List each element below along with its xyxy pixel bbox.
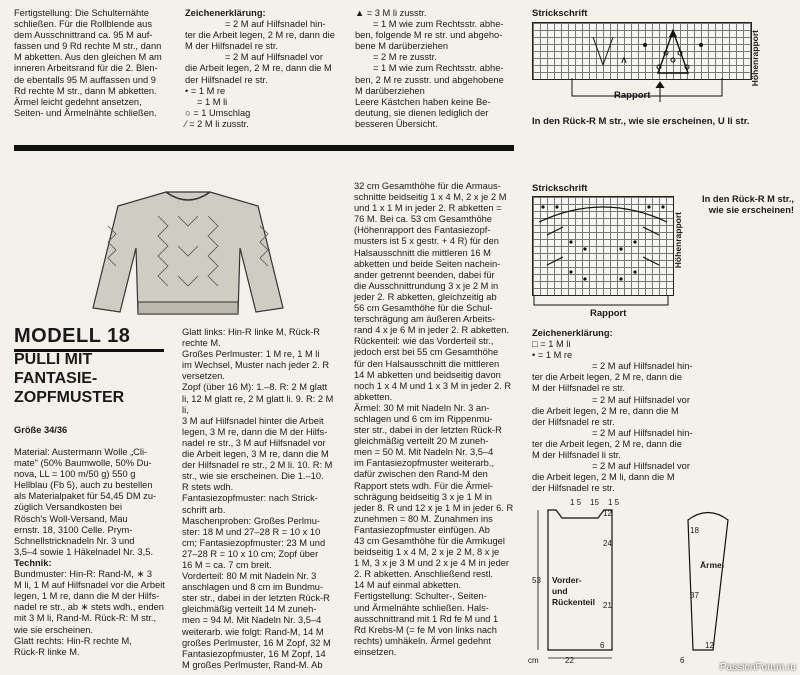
text-line: men = 50 M. Mit Nadeln Nr. 3,5–4 (354, 447, 494, 458)
knitting-chart-mid (532, 196, 674, 296)
schema-dim: 12 (603, 509, 612, 518)
text-line: Rück-R linke M. (14, 646, 80, 657)
text-line: 76 M. Bei ca. 53 cm Gesamthöhe (354, 214, 492, 225)
text-line: inneren Arbeitsrand für die 2. Blen- (14, 63, 158, 74)
legend-line: • = 1 M re (532, 350, 573, 361)
text-line: anschlagen und 8 cm im Bundmu- (182, 582, 324, 593)
legend-line: die Arbeit legen, 2 M li, dann die M (532, 472, 675, 483)
text-line: noch 1 x 4 M und 1 x 3 M in jeder 2. R (354, 380, 512, 391)
text-line: Fantasiezopfmuster, 16 M Zopf, 14 (182, 648, 326, 659)
text-line: 3 M auf Hilfsnadel hinter die Arbeit (182, 415, 324, 426)
text-line: für den Halsausschnitt die mittleren (354, 358, 500, 369)
text-line: cm; Fantasiezopfmuster: 23 M und (182, 537, 326, 548)
text-line: ausschnittrand mit 1 Rd fe M und 1 (354, 613, 499, 624)
legend-line: M der Hilfsnadel re str. (185, 41, 279, 52)
text-line: schließen. Für die Rollblende aus (14, 19, 152, 30)
text-line: schrägung beidseitig 3 x je 1 M in (354, 491, 492, 502)
section-divider (14, 145, 514, 151)
legend-line: = 1 M li (197, 96, 228, 107)
text-line: nadel re str., 3 M auf Hilfsnadel vor (182, 437, 326, 448)
text-line: 1 M, 3 x je 3 M und 2 x je 4 M in jeder (354, 558, 510, 569)
text-line: Hellblau (Fb 5), auch zu bestellen (14, 480, 153, 491)
schema-front-label: Vorder- und Rückenteil (552, 575, 595, 608)
text-line: Material: Austermann Wolle „Cli- (14, 447, 148, 457)
text-line: M li, 1 M auf Hilfsnadel vor die Arbeit (14, 580, 165, 591)
text-line: Maschenproben: Großes Perlmu- (182, 515, 320, 526)
legend-line: deutung, sie dienen lediglich der (355, 107, 489, 118)
legend-line: ○ = 1 Umschlag (185, 107, 251, 118)
text-line: ernstr. 18, 3100 Celle. Prym- (14, 524, 133, 535)
legend-title: Zeichenerklärung: (185, 8, 266, 18)
legend-line: = 2 M auf Hilfsnadel hin- (592, 361, 693, 372)
text-line: als Materialpaket für 54,45 DM zu- (14, 491, 157, 502)
text-line: (Höhenrapport des Fantasiezopf- (354, 225, 491, 236)
text-line: 16 M = ca. 7 cm breit. (182, 559, 272, 570)
text-line: beidseitig 1 x 4 M, 2 x je 2 M, 8 x je (354, 547, 500, 558)
text-line: nova, LL = 100 m/50 g) 550 g (14, 469, 136, 480)
chart-top-title: Strickschrift (532, 8, 588, 19)
text-line: ster str., dabei in der letzten Rück-R (354, 425, 502, 436)
text-line: fassen und 9 Rd rechte M str., dann (14, 41, 162, 52)
legend-line: die Arbeit legen, 2 M re, dann die M (185, 63, 332, 74)
instructions-col-1 (14, 447, 170, 658)
text-line: großes Perlmuster, 16 M Zopf, 32 M (182, 637, 331, 648)
rapport-bracket (532, 78, 762, 108)
sweater-illustration (88, 186, 288, 321)
text-line: 27–28 R = 10 x 10 cm; Zopf über (182, 548, 319, 559)
text-line: Ärmel leicht gedehnt ansetzen, (14, 96, 142, 107)
text-line: 32 cm Gesamthöhe für die Armaus- (354, 181, 501, 191)
chart-mid-title: Strickschrift (532, 183, 588, 194)
subtitle-line: PULLI MIT (14, 351, 93, 368)
text-line: schrift arb. (182, 504, 226, 515)
text-line: jeder 8. R und 12 x je 1 M in jeder 6. R (354, 502, 514, 513)
instructions-col-2 (182, 327, 340, 671)
knitting-chart-top (532, 22, 752, 80)
text-line: ster: 18 M und 27–28 R = 10 x 10 (182, 526, 321, 537)
text-line: Rückenteil: wie das Vorderteil str., (354, 336, 494, 347)
text-line: legen, 1 M re, dann die M der Hilfs- (14, 591, 160, 602)
text-line: de ebentalls 95 M auffassen und 9 (14, 74, 156, 85)
text-line: zunehmen = 80 M. Zunahmen ins (354, 513, 493, 524)
chart-top-symbols (533, 23, 751, 79)
text-line: Technik: (14, 557, 52, 568)
rapport-bracket-mid (532, 295, 682, 309)
legend-line: der Hilfsnadel re str. (532, 416, 615, 427)
text-line: die Arbeit legen, 3 M re, dann die M (182, 449, 329, 460)
text-line: nadel re str., ab ∗ stets wdh., enden (14, 602, 164, 613)
legend-line: besseren Übersicht. (355, 118, 438, 129)
legend-line: der Hilfsnadel re str. (185, 74, 268, 85)
text-line: rechte M. (182, 338, 221, 349)
text-line: schlagen und 6 cm im Rippenmu- (354, 413, 493, 424)
text-line: 43 cm Gesamthöhe für die Armkugel (354, 536, 505, 546)
text-line: Rösch's Woll-Versand, Mau (14, 513, 128, 524)
text-line: 14 M abketten und beidseitig davon (354, 369, 501, 380)
model-subtitle (14, 350, 124, 407)
chart-mid-symbols (533, 197, 673, 295)
text-line: weiterarb. wie folgt: Rand-M, 14 M (182, 626, 324, 637)
text-line: terschrägung am äußeren Arbeits- (354, 314, 496, 325)
text-line: Rd Krebs-M (= fe M von links nach (354, 624, 497, 635)
text-line: dem Ausschnittrand ca. 95 M auf- (14, 30, 153, 41)
text-line: wie sie erscheinen. (14, 624, 94, 635)
legend-top-2 (355, 8, 520, 130)
size-label: Größe 34/36 (14, 425, 68, 435)
legend-title: Zeichenerklärung: (532, 328, 613, 338)
text-line: li, 12 M glatt re, 2 M glatt li. 9. R: 2 M li, (182, 393, 334, 415)
text-line: dafür zwischen den Rand-M den (354, 469, 488, 480)
legend-line: = 2 M auf Hilfsnadel vor (592, 461, 690, 472)
text-line: und 1 x 1 M in jeder 2. R abketten = (354, 203, 502, 214)
text-line: ster str., dabei in der letzten Rück-R (182, 593, 330, 604)
text-line: Schnellstricknadeln Nr. 3 und (14, 535, 135, 546)
text-line: gleichmäßig verteilt 20 M zuneh- (354, 436, 489, 447)
schema-dim: 21 (603, 601, 612, 610)
legend-line: M der Hilfsnadel re str. (532, 383, 626, 394)
text-line: Großes Perlmuster: 1 M re, 1 M li (182, 349, 320, 360)
legend-line: = 2 M auf Hilfsnadel hin- (592, 427, 693, 438)
chart-mid-rapport: Rapport (590, 308, 627, 319)
text-line: Bundmuster: Hin-R: Rand-M, ∗ 3 (14, 569, 152, 580)
legend-line: der Hilfsnadel re str. (532, 483, 615, 494)
text-line: Fertigstellung: Schulter-, Seiten- (354, 591, 487, 602)
chart-top-rapport: Rapport (614, 90, 651, 101)
legend-line: M der Hilfsnadel li str. (532, 450, 621, 461)
legend-line: ter die Arbeit legen, 2 M re, dann die (185, 30, 335, 41)
schema-dim: 1 5 (608, 498, 620, 507)
text-line: 2. R abketten. Anschließend restl. (354, 569, 494, 580)
text-line: Fantasiezopfmuster einfügen. Ab (354, 524, 490, 535)
text-line: Rd rechte M str., dann M abketten. (14, 85, 157, 96)
text-line: str., wie sie erscheinen. Die 1.–10. (182, 471, 324, 482)
legend-mid (532, 328, 702, 494)
text-line: Glatt links: Hin-R linke M, Rück-R (182, 327, 320, 337)
text-line: jedoch erst bei 55 cm Gesamthöhe (354, 347, 499, 358)
text-line: M abketten. Aus den gleichen M am (14, 52, 162, 63)
text-line: gleichmäßig verteilt 14 M zuneh- (182, 604, 317, 615)
legend-line: = 1 M wie zum Rechtsstr. abhe- (373, 63, 504, 74)
text-line: und Ärmelnähte schließen. Hals- (354, 602, 489, 613)
schema-sleeve-label: Ärmel (700, 560, 725, 570)
schema-dim: 53 (532, 576, 541, 585)
text-line: Zopf (über 16 M): 1.–8. R: 2 M glatt (182, 382, 328, 393)
text-line: Vorderteil: 80 M mit Nadeln Nr. 3 (182, 571, 317, 582)
legend-line: die Arbeit legen, 2 M re, dann die M (532, 405, 679, 416)
schema-dim: 15 (590, 498, 599, 507)
text-line: rand 4 x je 6 M in jeder 2. R abketten. (354, 325, 510, 336)
instructions-col-3 (354, 181, 516, 658)
legend-line: = 1 M wie zum Rechtsstr. abhe- (373, 19, 504, 30)
model-title: MODELL 18 (14, 325, 131, 347)
legend-top (185, 8, 345, 130)
schema-dim: 22 (565, 656, 574, 665)
text-line: versetzen. (182, 371, 225, 382)
schema-dim: 6 (600, 641, 605, 650)
text-line: Glatt rechts: Hin-R rechte M, (14, 635, 132, 646)
text-line: im Fantasiezopfmuster weiterarb., (354, 458, 495, 469)
legend-line: ▲ = 3 M li zusstr. (355, 8, 427, 18)
chart-top-side: Höhenrapport (750, 30, 760, 87)
subtitle-line: ZOPFMUSTER (14, 389, 125, 406)
text-line: mit 3 M li, Rand-M. Rück-R: M str., (14, 613, 157, 624)
text-line: züglich Versandkosten bei (14, 502, 123, 513)
schema-dim: 6 (680, 656, 685, 665)
legend-line: bene M darüberziehen (355, 41, 449, 52)
legend-line: ⁄ = 2 M li zusstr. (185, 118, 249, 129)
text-line: Ärmel: 30 M mit Nadeln Nr. 3 an- (354, 402, 490, 413)
legend-line: M darüberziehen (355, 85, 425, 96)
text-line: musters ist 5 x gestr. + 4 R) für den (354, 236, 499, 247)
text-line: abketten und beide Seiten nachein- (354, 258, 501, 269)
text-line: im Wechsel, Muster nach jeder 2. R (182, 360, 330, 371)
legend-line: • = 1 M re (185, 85, 226, 96)
legend-line: = 2 M auf Hilfsnadel vor (225, 52, 323, 63)
legend-line: ben, 2 M re zusstr. und abgehobene (355, 74, 504, 85)
legend-line: Leere Kästchen haben keine Be- (355, 96, 491, 107)
text-line: 14 M auf einmal abketten. (354, 580, 461, 591)
schema-dim: 12 (705, 641, 714, 650)
schema-dim: 18 (690, 526, 699, 535)
text-line: M großes Perlmuster, Rand-M. Ab (182, 659, 323, 670)
schema-dim: cm (528, 656, 539, 665)
text-line: men = 94 M. Mit Nadeln Nr. 3,5–4 (182, 615, 322, 626)
text-line: Fertigstellung: Die Schulternähte (14, 8, 149, 18)
chart-top-caption: In den Rück-R M str., wie sie erscheinen, U li str. (532, 116, 750, 127)
text-line: Rapport stets wdh. Für die Ärmel- (354, 480, 493, 491)
text-line: einsetzen. (354, 646, 397, 657)
text-line: mate" (50% Baumwolle, 50% Du- (14, 458, 152, 469)
text-line: 3,5–4 sowie 1 Häkelnadel Nr. 3,5. (14, 546, 154, 557)
text-line: schnitte beidseitig 1 x 4 M, 2 x je 2 M (354, 192, 507, 203)
chart-mid-note: In den Rück-R M str., wie sie erscheinen! (702, 194, 794, 216)
chart-mid-side: Höhenrapport (673, 212, 683, 269)
schema-dim: 24 (603, 539, 612, 548)
legend-line: ter die Arbeit legen, 2 M re, dann die (532, 438, 682, 449)
svg-text:ʌ: ʌ (621, 55, 627, 66)
text-line: jeder 2. R abketten, gleichzeitig ab (354, 291, 497, 302)
legend-line: = 2 M re zusstr. (373, 52, 437, 63)
text-line: R stets wdh. (182, 482, 234, 493)
text-line: ander getrennt beenden, dabei für (354, 269, 495, 280)
text-line: Halsausschnitt die mittleren 16 M (354, 247, 491, 258)
legend-line: ben, folgende M re str. und abgeho- (355, 30, 503, 41)
legend-line: = 2 M auf Hilfsnadel hin- (225, 19, 326, 30)
legend-line: = 2 M auf Hilfsnadel vor (592, 394, 690, 405)
watermark-text: PassionForum.ru (719, 662, 796, 673)
schema-dim: 37 (690, 591, 699, 600)
text-line: legen, 3 M re, dann die M der Hilfs- (182, 426, 328, 437)
schema-dim: 1 5 (570, 498, 582, 507)
text-line: abketten. (354, 391, 393, 402)
text-line: der Hilfsnadel re str., 2 M li. 10. R: M (182, 460, 333, 471)
text-line: die Ausschnittrundung 3 x je 2 M in (354, 280, 499, 291)
text-line: 56 cm Gesamthöhe für die Schul- (354, 303, 493, 314)
text-line: Seiten- und Ärmelnähte schließen. (14, 107, 157, 118)
legend-line: ter die Arbeit legen, 2 M re, dann die (532, 372, 682, 383)
finishing-text-top (14, 8, 172, 119)
subtitle-line: FANTASIE- (14, 370, 98, 387)
text-line: rechts) umhäkeln. Ärmel gedehnt (354, 635, 491, 646)
text-line: Fantasiezopfmuster: nach Strick- (182, 493, 318, 504)
legend-line: □ = 1 M li (532, 339, 571, 350)
